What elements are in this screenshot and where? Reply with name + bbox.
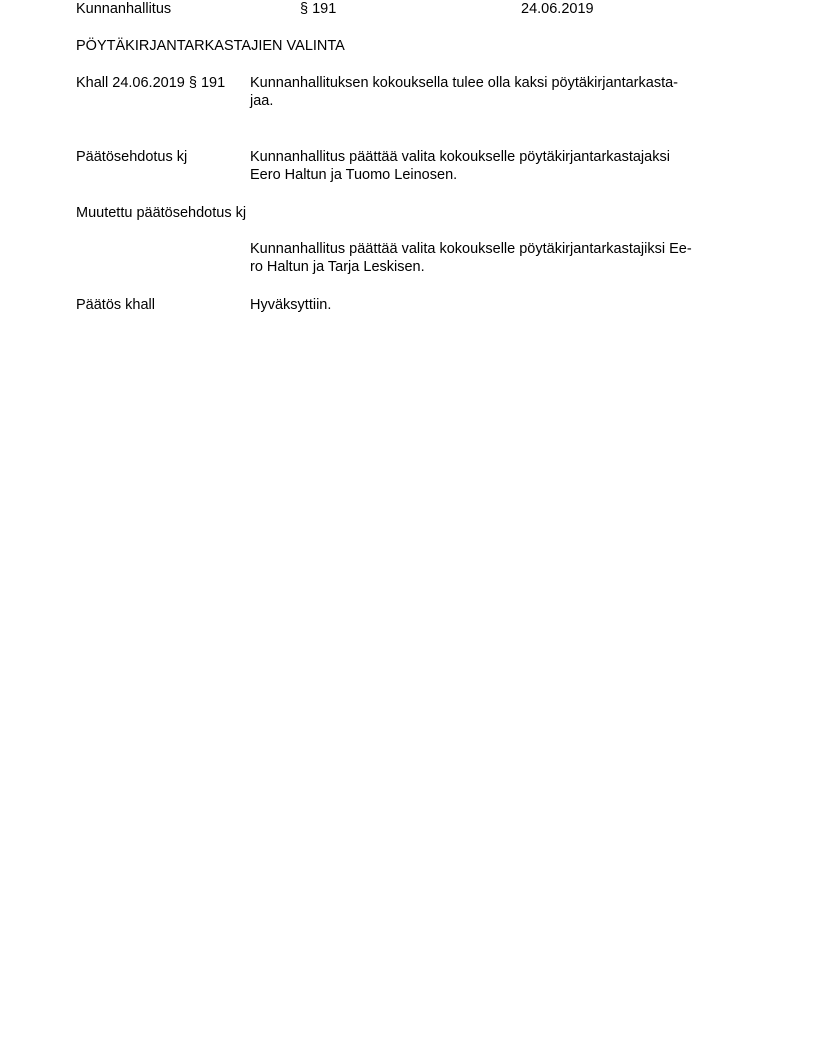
entry-label-amended-proposal: Muutettu päätösehdotus kj — [76, 205, 247, 221]
entry-text-amended-proposal — [250, 240, 740, 276]
text-line: Kunnanhallitus päättää valita kokoukselle pöytäkirjantarkastajiksi Ee- — [250, 241, 692, 257]
header-body-name: Kunnanhallitus — [76, 1, 172, 17]
entry-label-khall: Khall 24.06.2019 § 191 — [76, 75, 226, 91]
header-date: 24.06.2019 — [521, 1, 594, 17]
header-section-number: § 191 — [300, 1, 337, 17]
entry-text-khall — [250, 74, 740, 110]
text-line: Hyväksyttiin. — [250, 297, 332, 313]
text-line: Kunnanhallituksen kokouksella tulee olla kaksi pöytäkirjantarkasta- — [250, 75, 678, 91]
text-line: Eero Haltun ja Tuomo Leinosen. — [250, 167, 458, 183]
document-title: PÖYTÄKIRJANTARKASTAJIEN VALINTA — [76, 38, 345, 54]
entry-text-proposal — [250, 148, 740, 184]
text-line: Kunnanhallitus päättää valita kokoukselle pöytäkirjantarkastajaksi — [250, 149, 670, 165]
entry-text-decision — [250, 296, 740, 314]
text-line: jaa. — [250, 93, 274, 109]
text-line: ro Haltun ja Tarja Leskisen. — [250, 259, 425, 275]
entry-label-decision: Päätös khall — [76, 297, 155, 313]
entry-label-proposal: Päätösehdotus kj — [76, 149, 188, 165]
